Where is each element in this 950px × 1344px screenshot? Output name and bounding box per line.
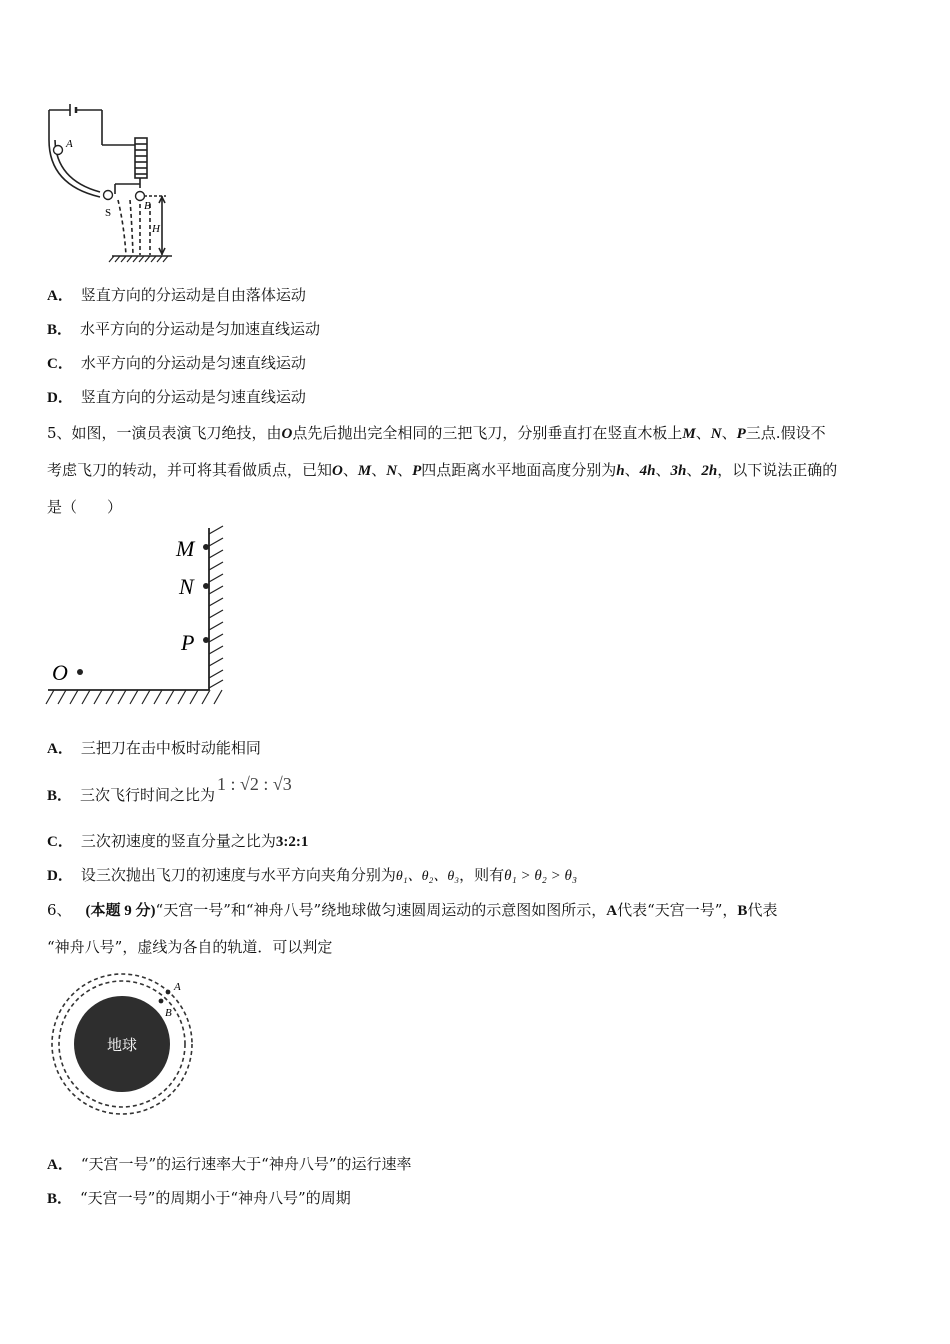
- q6-stem-line2: “神舟八号”，虚线为各自的轨道．可以判定: [47, 938, 333, 956]
- q4-option-d: D． 竖直方向的分运动是匀速直线运动: [47, 388, 306, 406]
- q4-option-c: C． 水平方向的分运动是匀速直线运动: [47, 354, 306, 372]
- point-o: [77, 669, 83, 675]
- ball-a: [54, 146, 63, 155]
- label-a: A: [66, 138, 73, 150]
- label-b: B: [165, 1007, 172, 1019]
- station-a: [166, 990, 171, 995]
- q5-option-a: A． 三把刀在击中板时动能相同: [47, 739, 261, 757]
- earth-label: 地球: [106, 1038, 138, 1054]
- label-n: N: [179, 574, 194, 599]
- ball-s: [104, 191, 113, 200]
- q5-option-d: D． 设三次抛出飞刀的初速度与水平方向夹角分别为θ₁、θ₂、θ₃，则有θ₁ > θ₂ > θ₃: [47, 866, 578, 884]
- label-m: M: [176, 536, 195, 561]
- label-p: P: [181, 630, 195, 655]
- q5-option-b: B． 三次飞行时间之比为1 : √2 : √3: [47, 774, 292, 804]
- point-m: [203, 544, 209, 550]
- label-b: B: [144, 200, 151, 212]
- q6-stem-line1: 6、 (本题 9 分)“天宫一号”和“神舟八号”绕地球做匀速圆周运动的示意图如图所示，A代表“天宫一号”，B代表: [47, 901, 778, 919]
- q6-option-b: B． “天宫一号”的周期小于“神舟八号”的周期: [47, 1189, 351, 1207]
- ship-b: [159, 999, 164, 1004]
- q4-option-a: A． 竖直方向的分运动是自由落体运动: [47, 286, 306, 304]
- q5-stem-line1: 5、如图，一演员表演飞刀绝技，由O点先后抛出完全相同的三把飞刀，分别垂直打在竖直木板上M、N、P三点.假设不: [47, 424, 826, 442]
- label-h: H: [152, 223, 160, 235]
- q5-stem-line2: 考虑飞刀的转动，并可将其看做质点，已知O、M、N、P四点距离水平地面高度分别为h、4h、3h、2h，以下说法正确的: [47, 461, 838, 479]
- label-s: S: [105, 207, 112, 219]
- q4-option-b: B． 水平方向的分运动是匀加速直线运动: [47, 320, 321, 338]
- time-ratio: 1 : √2 : √3: [217, 774, 292, 794]
- wall-figure: [40, 522, 240, 712]
- point-n: [203, 583, 209, 589]
- q6-option-a: A． “天宫一号”的运行速率大于“神舟八号”的运行速率: [47, 1155, 412, 1173]
- apparatus-figure: [40, 100, 180, 265]
- orbit-figure: [48, 970, 198, 1120]
- label-o: O: [52, 660, 68, 685]
- point-p: [203, 637, 209, 643]
- label-a: A: [174, 981, 181, 993]
- q5-option-c: C． 三次初速度的竖直分量之比为3:2:1: [47, 832, 309, 850]
- q5-stem-line3: 是（ ）: [47, 498, 123, 516]
